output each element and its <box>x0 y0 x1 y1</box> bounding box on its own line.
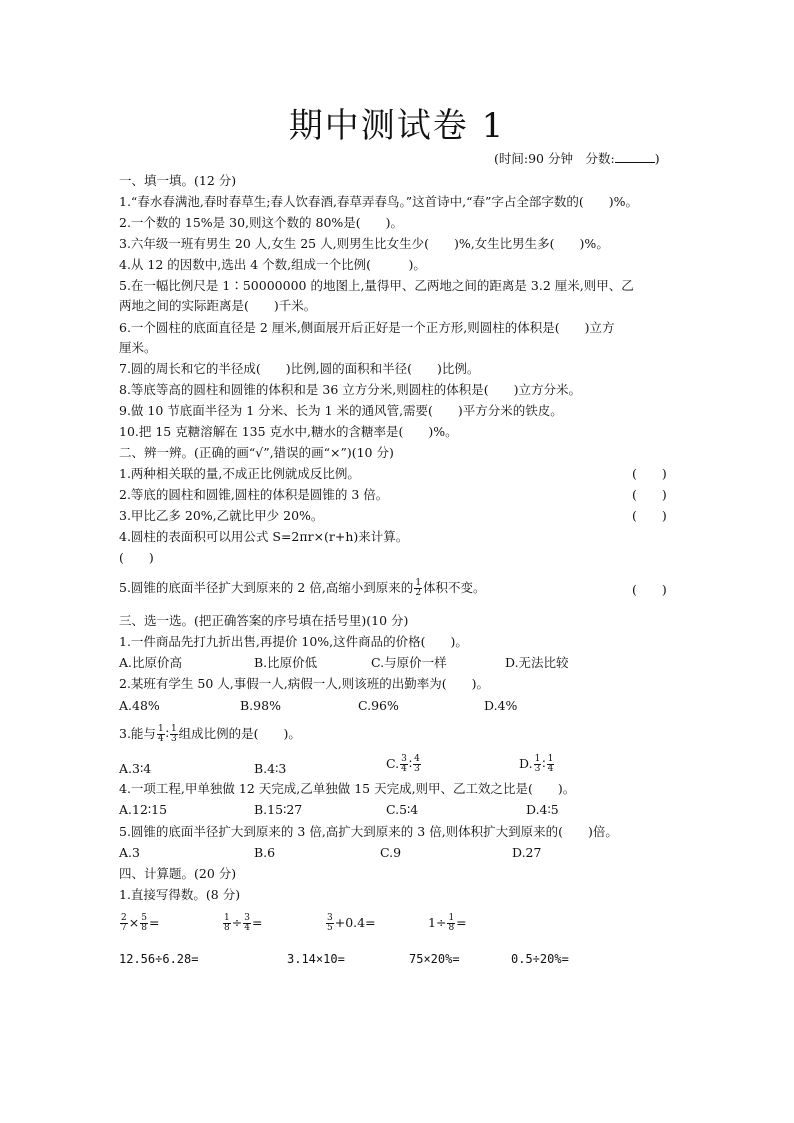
fraction-1-8: $\frac{1}{8}$ <box>224 913 230 933</box>
choose-q2: 2.某班有学生 50 人,事假一人,病假一人,则该班的出勤率为( )。 <box>119 676 489 691</box>
fill-q10: 10.把 15 克糖溶解在 135 克水中,糖水的含糖率是( )%。 <box>119 424 458 439</box>
fraction-1-4: $\frac{1}{4}$ <box>157 724 164 744</box>
judge-q1-answer[interactable]: ( ) <box>632 466 667 481</box>
judge-q5-tail: 体积不变。 <box>423 580 486 595</box>
choose-q3-option-a[interactable]: A.3∶4 <box>119 761 152 776</box>
calc-item-4-eq: = <box>456 915 467 930</box>
judge-q5-answer[interactable]: ( ) <box>632 582 667 597</box>
choose-q4-option-a[interactable]: A.12∶15 <box>119 802 168 817</box>
calc-item-8: 0.5÷20%= <box>511 952 569 966</box>
judge-q5-text: 5.圆锥的底面半径扩大到原来的 2 倍,高缩小到原来的 <box>119 580 414 595</box>
choose-q4-option-d[interactable]: D.4∶5 <box>526 802 559 817</box>
fill-q6-line2: 厘米。 <box>119 340 157 355</box>
section-fill-heading: 一、填一填。(12 分) <box>119 173 237 188</box>
fill-q2: 2.一个数的 15%是 30,则这个数的 80%是( )。 <box>119 215 404 230</box>
judge-q4-answer[interactable]: ( ) <box>119 550 154 565</box>
section-calc-heading: 四、计算题。(20 分) <box>119 866 237 881</box>
choose-q3-option-b[interactable]: B.4∶3 <box>254 761 287 776</box>
choose-q1-option-c[interactable]: C.与原价一样 <box>371 655 447 670</box>
exam-meta <box>494 150 660 168</box>
fraction-5-8: $\frac{5}{8}$ <box>141 913 147 933</box>
fill-q5-line2: 两地之间的实际距离是( )千米。 <box>119 298 317 313</box>
judge-q2: 2.等底的圆柱和圆锥,圆柱的体积是圆锥的 3 倍。 <box>119 487 389 502</box>
fill-q1: 1.“春水春满池,春时春草生;春人饮春酒,春草弄春鸟。”这首诗中,“春”字占全部字数的( )%。 <box>119 194 639 209</box>
choose-q4-option-b[interactable]: B.15∶27 <box>254 802 303 817</box>
meta-close: ) <box>654 151 660 166</box>
fraction-1-3-d: $\frac{1}{3}$ <box>534 754 541 774</box>
judge-q3: 3.甲比乙多 20%,乙就比甲少 20%。 <box>119 508 324 523</box>
fraction-2-7: $\frac{2}{7}$ <box>121 913 127 933</box>
calc-item-1-eq: = <box>148 915 160 930</box>
judge-q1: 1.两种相关联的量,不成正比例就成反比例。 <box>119 466 360 481</box>
fraction-4-3: $\frac{4}{3}$ <box>414 754 420 774</box>
fraction-1-8-b: $\frac{1}{8}$ <box>448 913 455 933</box>
choose-q3-option-c-label: C. <box>386 756 400 771</box>
choose-q2-option-d[interactable]: D.4% <box>484 698 518 713</box>
choose-q3-option-c[interactable]: C. $\frac{3}{4}$ ∶ $\frac{4}{3}$ <box>386 754 420 774</box>
calc-item-5: 12.56÷6.28= <box>119 952 199 966</box>
choose-q1-option-b[interactable]: B.比原价低 <box>254 655 318 670</box>
choose-q1: 1.一件商品先打九折出售,再提价 10%,这件商品的价格( )。 <box>119 634 468 649</box>
fraction-1-2: $\frac{1}{2}$ <box>415 578 422 598</box>
choose-q5-option-c[interactable]: C.9 <box>380 845 402 860</box>
score-blank[interactable] <box>615 151 655 163</box>
choose-q3-option-d-label: D. <box>519 756 533 771</box>
calc-item-1: $\frac{2}{7}$ × $\frac{5}{8}$ = <box>121 913 160 933</box>
choose-q5-option-a[interactable]: A.3 <box>119 845 140 860</box>
judge-q4: 4.圆柱的表面积可以用公式 S=2πr×(r+h)来计算。 <box>119 529 409 544</box>
calc-item-2: $\frac{1}{8}$ ÷ $\frac{3}{4}$ = <box>224 913 263 933</box>
fraction-3-4: $\frac{3}{4}$ <box>401 754 407 774</box>
judge-q2-answer[interactable]: ( ) <box>632 487 667 502</box>
fill-q8: 8.等底等高的圆柱和圆锥的体积和是 36 立方分米,则圆柱的体积是( )立方分米。 <box>119 382 582 397</box>
choose-q3: 3.能与 $\frac{1}{4}$ ∶ $\frac{1}{3}$ 组成比例的是( )。 <box>119 724 301 744</box>
judge-q5 <box>119 579 486 598</box>
calc-item-3-eq: +0.4= <box>334 915 376 930</box>
fraction-1-4-d: $\frac{1}{4}$ <box>547 754 554 774</box>
choose-q4-option-c[interactable]: C.5∶4 <box>386 802 419 817</box>
choose-q2-option-c[interactable]: C.96% <box>358 698 399 713</box>
page-title: 期中测试卷 1 <box>288 106 506 146</box>
calc-item-7: 75×20%= <box>409 952 460 966</box>
calc-item-6: 3.14×10= <box>287 952 345 966</box>
choose-q5-option-d[interactable]: D.27 <box>512 845 542 860</box>
choose-q2-option-b[interactable]: B.98% <box>240 698 281 713</box>
calc-item-3 <box>325 914 376 933</box>
judge-q3-answer[interactable]: ( ) <box>632 508 667 523</box>
choose-q3-pre: 3.能与 <box>119 726 156 741</box>
fraction-3-5: $\frac{3}{5}$ <box>327 913 333 933</box>
choose-q4: 4.一项工程,甲单独做 12 天完成,乙单独做 15 天完成,则甲、乙工效之比是( )。 <box>119 781 576 796</box>
choose-q5: 5.圆锥的底面半径扩大到原来的 3 倍,高扩大到原来的 3 倍,则体积扩大到原来的( )倍。 <box>119 824 618 839</box>
fill-q4: 4.从 12 的因数中,选出 4 个数,组成一个比例( )。 <box>119 257 426 272</box>
section-choose-heading: 三、选一选。(把正确答案的序号填在括号里)(10 分) <box>119 613 409 628</box>
choose-q1-option-a[interactable]: A.比原价高 <box>119 655 183 670</box>
choose-q3-post: 组成比例的是( )。 <box>178 726 301 741</box>
choose-q1-option-d[interactable]: D.无法比较 <box>505 655 569 670</box>
fill-q6-line1: 6.一个圆柱的底面直径是 2 厘米,侧面展开后正好是一个正方形,则圆柱的体积是( )立方 <box>119 320 615 335</box>
fill-q9: 9.做 10 节底面半径为 1 分米、长为 1 米的通风管,需要( )平方分米的铁皮。 <box>119 403 563 418</box>
fill-q3: 3.六年级一班有男生 20 人,女生 25 人,则男生比女生少( )%,女生比男生多( )%。 <box>119 236 609 251</box>
choose-q3-option-d[interactable]: D. $\frac{1}{3}$ ∶ $\frac{1}{4}$ <box>519 754 554 774</box>
fraction-3-4-b: $\frac{3}{4}$ <box>244 913 250 933</box>
fill-q7: 7.圆的周长和它的半径成( )比例,圆的面积和半径( )比例。 <box>119 361 480 376</box>
calc-item-4: 1÷ $\frac{1}{8}$ = <box>428 913 467 933</box>
section-judge-heading: 二、辨一辨。(正确的画“√”,错误的画“×”)(10 分) <box>119 445 394 460</box>
choose-q5-option-b[interactable]: B.6 <box>254 845 276 860</box>
choose-q2-option-a[interactable]: A.48% <box>119 698 160 713</box>
time-score-label: (时间:90 分钟 分数: <box>494 151 615 166</box>
fill-q5-line1: 5.在一幅比例尺是 1∶50000000 的地图上,量得甲、乙两地之间的距离是 3.2 厘米,则甲、乙 <box>119 278 634 293</box>
fraction-1-3: $\frac{1}{3}$ <box>170 724 177 744</box>
calc-item-2-eq: = <box>251 915 263 930</box>
calc-sub-heading: 1.直接写得数。(8 分) <box>119 887 241 902</box>
